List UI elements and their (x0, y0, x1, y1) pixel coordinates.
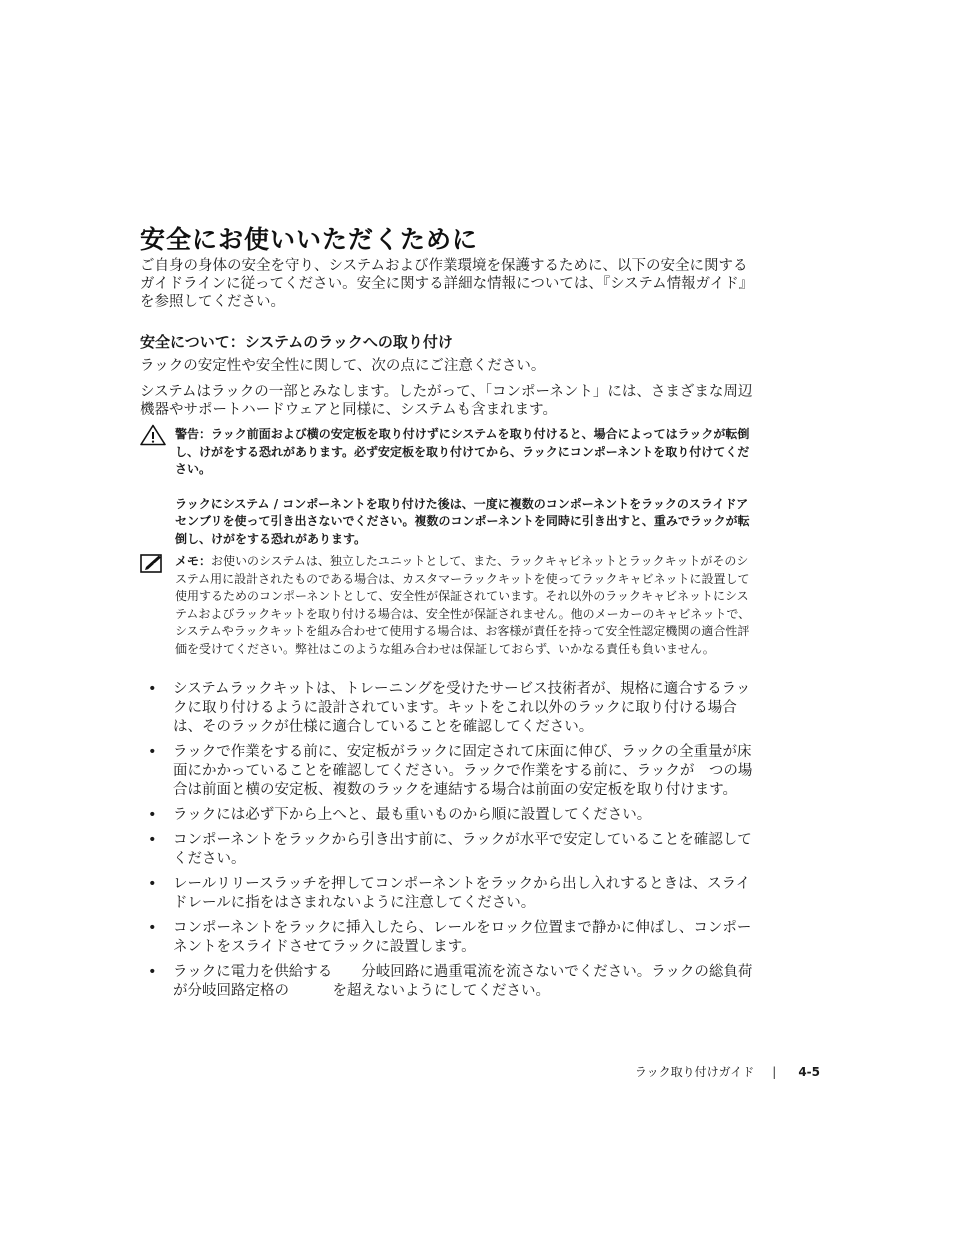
list-item-text: ラックで作業をする前に、安定板がラックに固定されて床面に伸び、ラックの全重量が床面にかかっていることを確認してください。ラックで作業をする前に、ラックが つの場合は前面と横の安定板、複数のラックを連結する場合は前面の安定板を取り付けます。 (173, 744, 753, 798)
page-number: 4-5 (798, 1064, 820, 1079)
warning-text-1: 警告：ラック前面および横の安定板を取り付けずにシステムを取り付けると、場合によってはラックが転倒し、けがをする恐れがあります。必ず安定板を取り付けてから、ラックにコンポーネントを取り付けてください。 (175, 427, 750, 476)
bullet-marker: • (148, 744, 157, 760)
bullet-marker: • (148, 807, 157, 823)
bullet-marker: • (148, 964, 157, 980)
section-heading: 安全について：システムのラックへの取り付け (140, 333, 453, 351)
list-item (140, 743, 760, 800)
bullet-marker: • (148, 876, 157, 892)
list-item-text: ラックに電力を供給する 分岐回路に過重電流を流さないでください。ラックの総負荷が分岐回路定格の を超えないようにしてください。 (173, 964, 753, 999)
body-paragraph-stability: ラックの安定性や安全性に関して、次の点にご注意ください。 (140, 358, 546, 374)
list-item-text: システムラックキットは、トレーニングを受けたサービス技術者が、規格に適合するラックに取り付けるように設計されています。キットをこれ以外のラックに取り付ける場合は、そのラックが仕様に適合していることを確認してください。 (173, 681, 751, 735)
list-item-text: レールリリースラッチを押してコンポーネントをラックから出し入れするときは、スライドレールに指をはさまれないように注意してください。 (173, 876, 751, 911)
list-item (140, 806, 760, 825)
list-item (140, 963, 760, 1001)
list-item-text: コンポーネントをラックに挿入したら、レールをロック位置まで静かに伸ばし、コンポーネントをスライドさせてラックに設置します。 (173, 920, 752, 955)
list-item (140, 919, 760, 957)
safety-bullet-list (140, 680, 760, 1007)
list-item (140, 680, 760, 737)
warning-triangle-icon (140, 424, 166, 446)
pencil-note-icon (140, 554, 164, 574)
warning-block (175, 426, 760, 548)
footer-guide-name: ラック取り付けガイド (634, 1065, 755, 1079)
body-paragraph-components: システムはラックの一部とみなします。したがって、「コンポーネント」には、さまざまな周辺機器やサポートハードウェアと同様に、システムも含まれます。 (140, 384, 753, 418)
bullet-marker: • (148, 832, 157, 848)
list-item-text: ラックには必ず下から上へと、最も重いものから順に設置してください。 (173, 807, 652, 823)
page-footer (560, 1063, 820, 1080)
intro-paragraph: ご自身の身体の安全を守り、システムおよび作業環境を保護するために、以下の安全に関するガイドラインに従ってください。安全に関する詳細な情報については、『システム情報ガイド』を参照してください。 (140, 258, 754, 310)
list-item-text: コンポーネントをラックから引き出す前に、ラックが水平で安定していることを確認してください。 (173, 832, 752, 867)
list-item (140, 831, 760, 869)
note-text: お使いのシステムは、独立したユニットとして、また、ラックキャビネットとラックキットがそのシステム用に設計されたものである場合は、カスタマーラックキットを使ってラックキャビネットに設置して使用するためのコンポーネントとして、安全性が保証されています。それ以外のラックキャビネットにシステムおよびラックキットを取り付ける場合は、安全性が保証されません。他のメーカーのキャビネットで、システムやラックキットを組み合わせて使用する場合は、お客様が責任を持って安全性認定機関の適合性評価を受けてください。弊社はこのような組み合わせは保証しておらず、いかなる責任も負いません。 (175, 554, 751, 656)
note-label: メモ： (175, 554, 212, 568)
page-title: 安全にお使いいただくために (140, 225, 479, 254)
warning-text-2: ラックにシステム / コンポーネントを取り付けた後は、一度に複数のコンポーネントをラックのスライドアセンブリを使って引き出さないでください。複数のコンポーネントを同時に引き出すと、重みでラックが転倒し、けがをする恐れがあります。 (175, 496, 750, 546)
list-item (140, 875, 760, 913)
note-block (175, 553, 760, 658)
bullet-marker: • (148, 681, 157, 697)
bullet-marker: • (148, 920, 157, 936)
footer-divider: | (772, 1064, 777, 1079)
